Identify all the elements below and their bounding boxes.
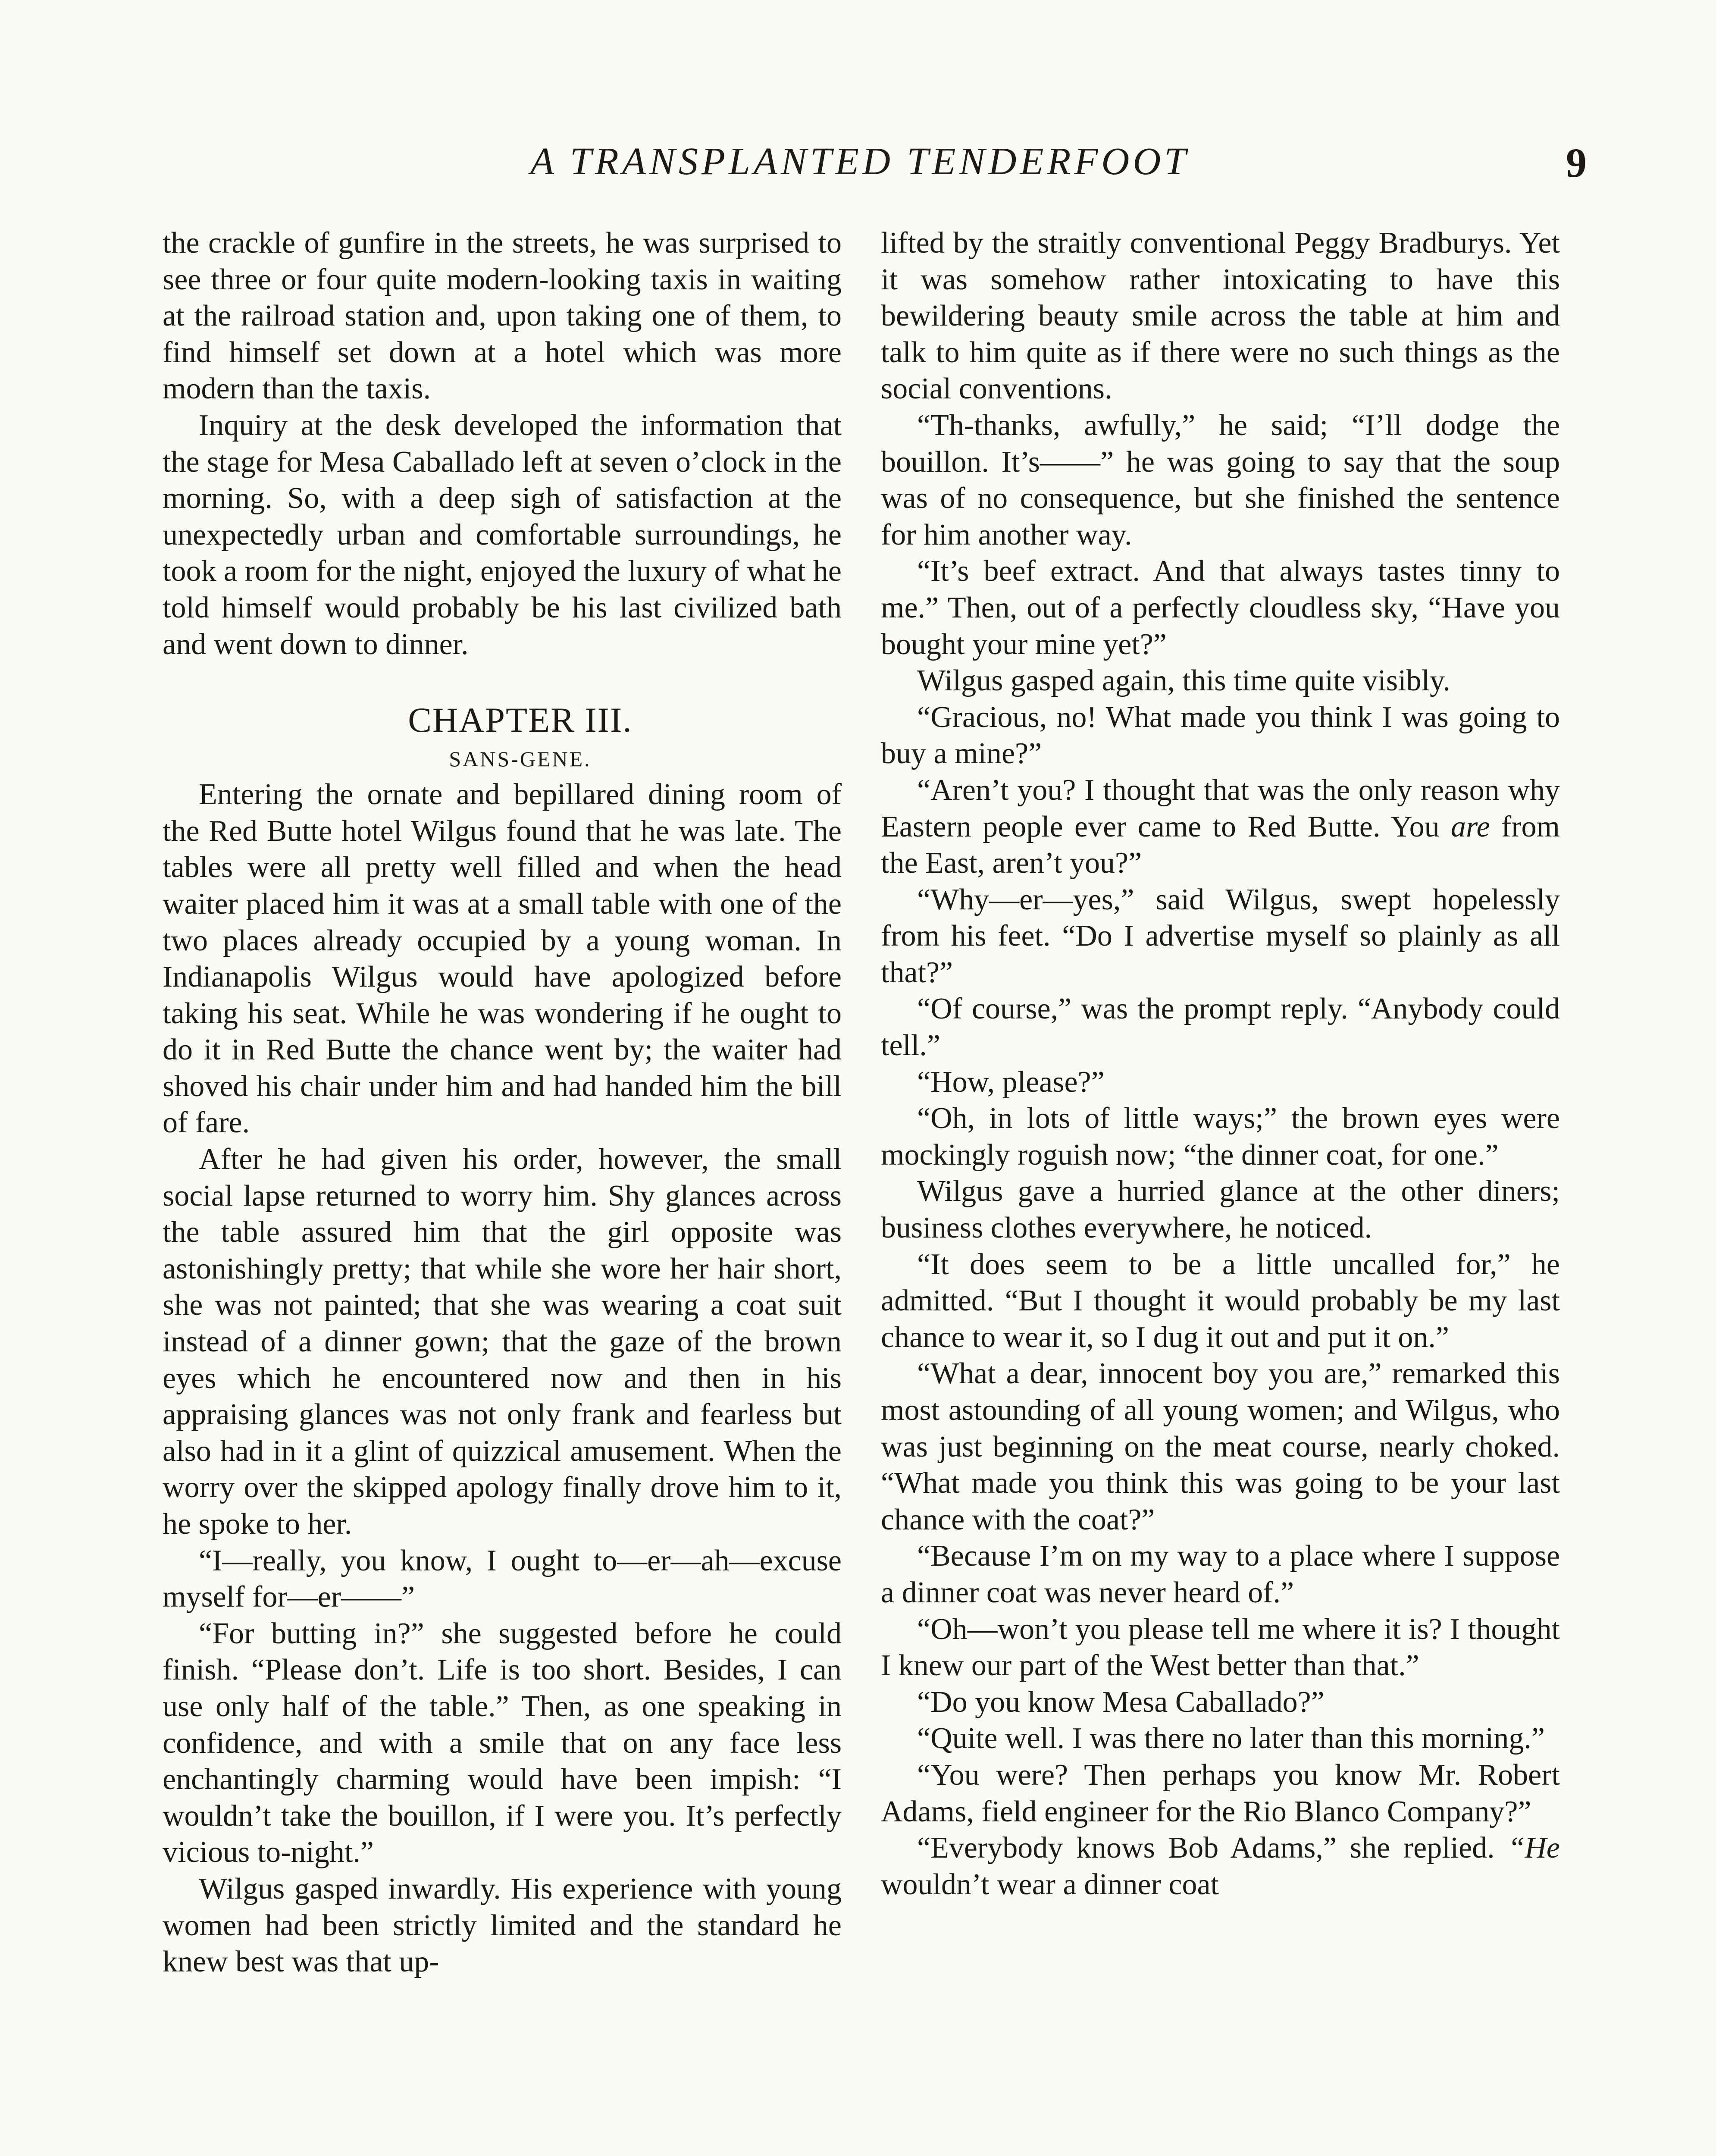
running-header-title: A TRANSPLANTED TENDERFOOT (530, 140, 1190, 183)
chapter-subtitle: SANS-GENE. (449, 747, 592, 771)
paragraph: lifted by the straitly conventional Peggy Bradburys. Yet it was somehow rather intoxicating to have this bewildering beauty smile across the table at him and talk to him quite as if there were no such things as the social conventions. (881, 226, 1560, 406)
page-number: 9 (1566, 140, 1587, 186)
paragraph: Wilgus gave a hurried glance at the other diners; business clothes everywhere, he noticed. (881, 1175, 1560, 1245)
paragraph: the crackle of gunfire in the streets, he was surprised to see three or four quite modern-looking taxis in waiting at the railroad station and, upon taking one of them, to find himself set down at a hotel which was more modern than the taxis. (163, 226, 842, 406)
text-run: “Everybody knows Bob Adams,” she replied. (917, 1831, 1508, 1865)
text-run: from the East, aren’t you?” (881, 810, 1560, 880)
paragraph: Entering the ornate and bepillared dining room of the Red Butte hotel Wilgus found that he was late. The tables were all pretty well filled and when the head waiter placed him it was at a small table with one of the two places already occupied by a young woman. In Indianapolis Wilgus would have apologized before taking his seat. While he was wondering if he ought to do it in Red Butte the chance went by; the waiter had shoved his chair under him and had handed him the bill of fare. (163, 778, 842, 1140)
paragraph: Wilgus gasped inwardly. His experience with young women had been strictly limited and the standard he knew best was that up- (163, 1872, 842, 1979)
paragraph: “Because I’m on my way to a place where I suppose a dinner coat was never heard of.” (881, 1539, 1560, 1609)
paragraph: “Do you know Mesa Caballado?” (917, 1685, 1325, 1719)
paragraph: After he had given his order, however, the small social lapse returned to worry him. Shy glances across the table assured him that the girl opposite was astonishingly pretty; that while she wore her hair short, she was not painted; that she was wearing a coat suit instead of a dinner gown; that the gaze of the brown eyes which he encountered now and then in his appraising glances was not only frank and fearless but also had in it a glint of quizzical amusement. When the worry over the skipped apology finally drove him to it, he spoke to her. (163, 1143, 842, 1541)
paragraph (881, 1830, 1560, 1903)
paragraph: “It does seem to be a little uncalled for,” he admitted. “But I thought it would probably be my last chance to wear it, so I dug it out and put it on.” (881, 1247, 1560, 1354)
paragraph: Wilgus gasped again, this time quite visibly. (917, 664, 1450, 698)
paragraph: “What a dear, innocent boy you are,” remarked this most astounding of all young women; and Wilgus, who was just beginning on the meat course, nearly choked. “What made you think this was going to be your last chance with the coat?” (881, 1357, 1560, 1536)
paragraph: Inquiry at the desk developed the information that the stage for Mesa Caballado left at seven o’clock in the morning. So, with a deep sigh of satisfaction at the unexpectedly urban and comfortable surroundings, he took a room for the night, enjoyed the luxury of what he told himself would probably be his last civilized bath and went down to dinner. (163, 408, 842, 661)
paragraph: “Th-thanks, awfully,” he said; “I’ll dodge the bouillon. It’s——” he was going to say that the soup was of no consequence, but she finished the sentence for him another way. (881, 408, 1560, 552)
paragraph: “Gracious, no! What made you think I was going to buy a mine?” (881, 700, 1560, 771)
chapter-title: CHAPTER III. (408, 700, 633, 740)
paragraph: “I—really, you know, I ought to—er—ah—excuse myself for—er——” (163, 1544, 842, 1614)
paragraph: “Oh—won’t you please tell me where it is? I thought I knew our part of the West better than that.” (881, 1612, 1560, 1683)
paragraph (881, 772, 1560, 882)
paragraph: “Why—er—yes,” said Wilgus, swept hopelessly from his feet. “Do I advertise myself so plainly as all that?” (881, 883, 1560, 989)
text-run: wouldn’t wear a dinner coat (881, 1868, 1219, 1901)
left-column (163, 225, 842, 1981)
paragraph: “You were? Then perhaps you know Mr. Robert Adams, field engineer for the Rio Blanco Company?” (881, 1758, 1560, 1828)
right-column (881, 225, 1560, 1903)
paragraph: “It’s beef extract. And that always tastes tinny to me.” Then, out of a perfectly cloudless sky, “Have you bought your mine yet?” (881, 555, 1560, 661)
paragraph: “For butting in?” she suggested before he could finish. “Please don’t. Life is too short. Besides, I can use only half of the table.” Then, as one speaking in confidence, and with a smile that on any face less enchantingly charming would have been impish: “I wouldn’t take the bouillon, if I were you. It’s perfectly vicious to-night.” (163, 1617, 842, 1869)
chapter-heading (163, 699, 842, 777)
paragraph: “Oh, in lots of little ways;” the brown eyes were mockingly roguish now; “the dinner coat, for one.” (881, 1102, 1560, 1172)
emphasis: are (1450, 810, 1490, 843)
paragraph: “How, please?” (917, 1065, 1105, 1099)
text-run: “Aren’t you? I thought that was the only reason why Eastern people ever came to Red Butte. You (881, 773, 1560, 843)
paragraph: “Of course,” was the prompt reply. “Anybody could tell.” (881, 992, 1560, 1062)
emphasis: “He (1508, 1831, 1560, 1865)
paragraph: “Quite well. I was there no later than this morning.” (917, 1722, 1545, 1755)
